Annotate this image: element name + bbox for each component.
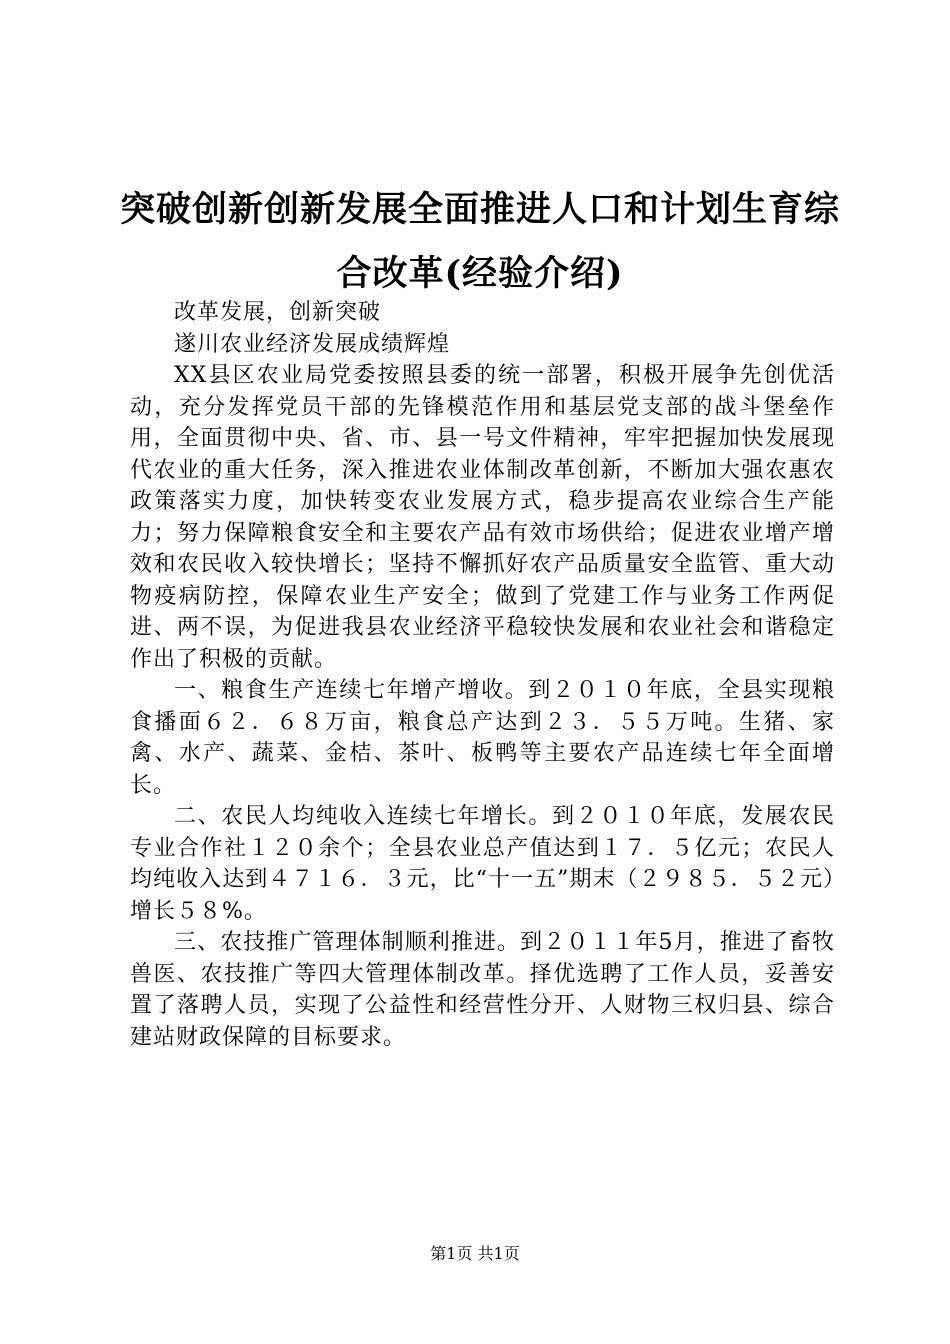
document-body <box>130 297 835 1053</box>
subtitle-line-2: 遂川农业经济发展成绩辉煌 <box>174 331 451 357</box>
paragraph-tech-reform: 三、农技推广管理体制顺利推进。到２０１１年5月，推进了畜牧兽医、农技推广等四大管理体制改革。择优选聘了工作人员，妥善安置了落聘人员，实现了公益性和经营性分开、人财物三权归县、综合建站财政保障的目标要求。 <box>130 930 835 1050</box>
page-title: 突破创新创新发展全面推进人口和计划生育综合改革(经验介绍) <box>119 189 840 294</box>
page-footer: 第1页 共1页 <box>430 1244 520 1263</box>
paragraph-farmer-income: 二、农民人均纯收入连续七年增长。到２０１０年底，发展农民专业合作社１２０余个；全县农业总产值达到１７．５亿元；农民人均纯收入达到４７１６．３元，比“十一五”期末（２９８５．５２元）增长５８%。 <box>130 804 835 924</box>
paragraph-intro: XX县区农业局党委按照县委的统一部署，积极开展争先创优活动，充分发挥党员干部的先锋模范作用和基层党支部的战斗堡垒作用，全面贯彻中央、省、市、县一号文件精神，牢牢把握加快发展现代农业的重大任务，深入推进农业体制改革创新，不断加大强农惠农政策落实力度，加快转变农业发展方式，稳步提高农业综合生产能力；努力保障粮食安全和主要农产品有效市场供给；促进农业增产增效和农民收入较快增长；坚持不懈抓好农产品质量安全监管、重大动物疫病防控，保障农业生产安全；做到了党建工作与业务工作两促进、两不误，为促进我县农业经济平稳较快发展和农业社会和谐稳定作出了积极的贡献。 <box>130 363 835 672</box>
paragraph-grain-production: 一、粮食生产连续七年增产增收。到２０１０年底，全县实现粮食播面６２．６８万亩，粮食总产达到２３．５５万吨。生猪、家禽、水产、蔬菜、金桔、茶叶、板鸭等主要农产品连续七年全面增长。 <box>130 678 835 798</box>
subtitle-line-1: 改革发展，创新突破 <box>174 300 382 325</box>
